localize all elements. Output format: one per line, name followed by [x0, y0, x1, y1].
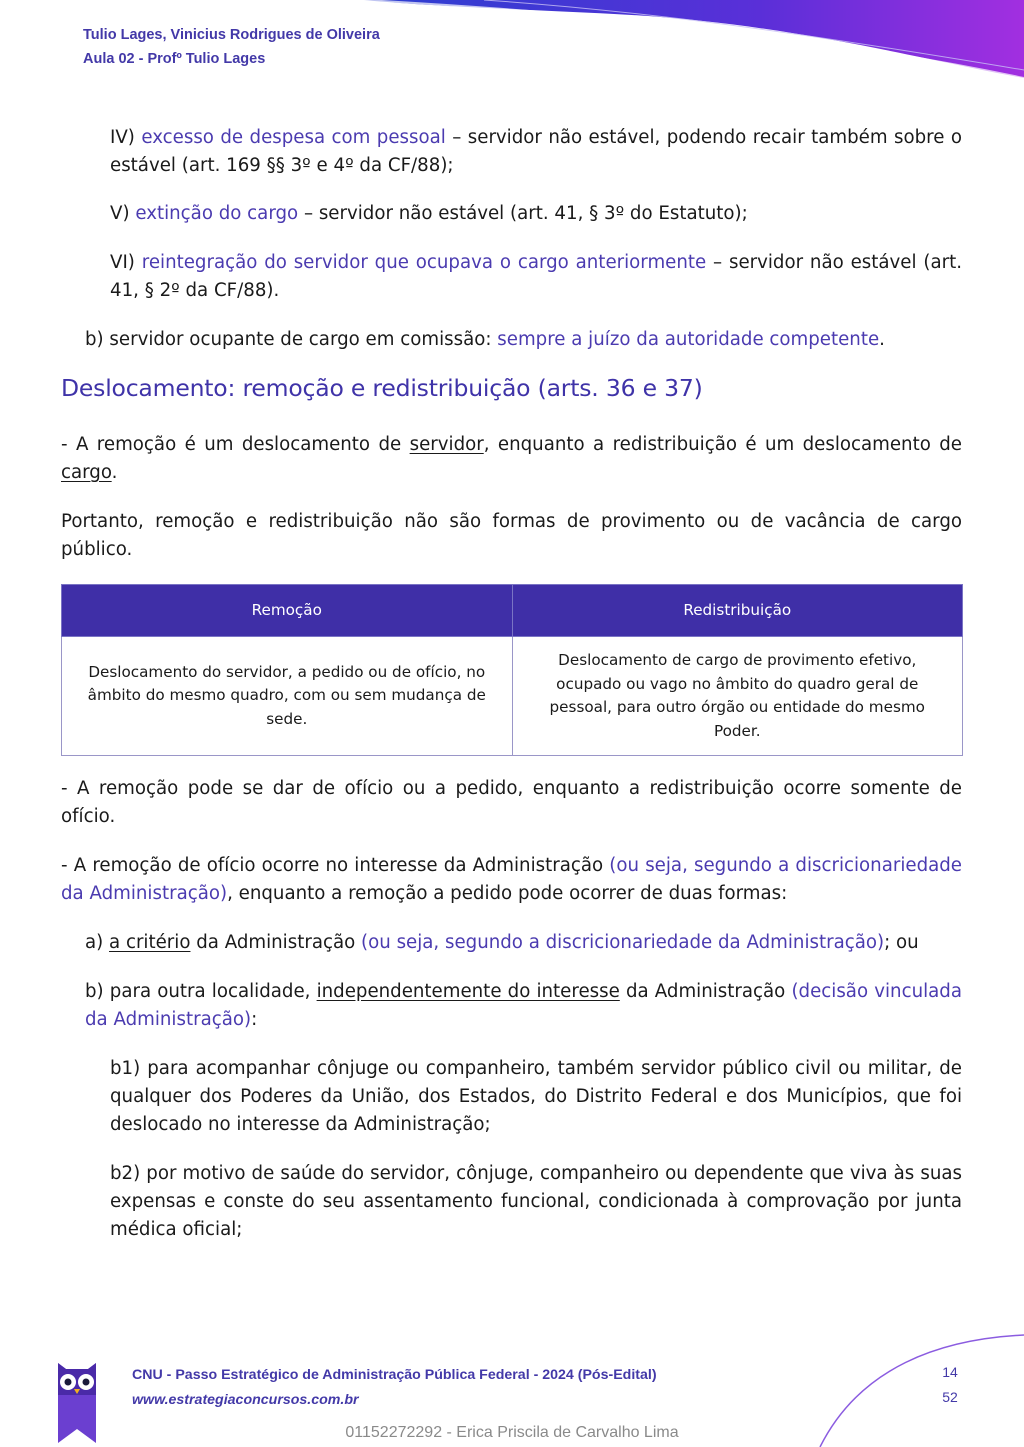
footer-website-link[interactable]: www.estrategiaconcursos.com.br: [132, 1392, 359, 1408]
item-a-criterio: a) a critério da Administração (ou seja, segundo a discricionariedade da Administração); ou: [85, 932, 919, 953]
header-authors: Tulio Lages, Vinicius Rodrigues de Oliveira: [83, 27, 380, 43]
footer-course-title: CNU - Passo Estratégico de Administração Pública Federal - 2024 (Pós-Edital): [132, 1367, 657, 1383]
paragraph-removal-definition: - A remoção é um deslocamento de servidor, enquanto a redistribuição é um deslocamento de cargo.: [61, 434, 962, 483]
table-header-remocao: Remoção: [62, 585, 513, 637]
item-vi: VI) reintegração do servidor que ocupava o cargo anteriormente – servidor não estável (art. 41, § 2º da CF/88).: [110, 252, 962, 301]
header-wave-decoration: [364, 0, 1024, 80]
item-v: V) extinção do cargo – servidor não estável (art. 41, § 3º do Estatuto);: [110, 203, 748, 224]
item-b2: b2) por motivo de saúde do servidor, cônjuge, companheiro ou dependente que viva às suas expensas e conste do seu assentamento funcional, condicionada à comprovação por junta médica oficial;: [110, 1163, 962, 1240]
comparison-table: [61, 584, 963, 756]
paragraph-two-forms: - A remoção de ofício ocorre no interesse da Administração (ou seja, segundo a discricionariedade da Administração), enquanto a remoção a pedido pode ocorrer de duas formas:: [61, 855, 962, 904]
header-lesson: Aula 02 - Profº Tulio Lages: [83, 51, 266, 67]
item-b1: b1) para acompanhar cônjuge ou companheiro, também servidor público civil ou militar, de qualquer dos Poderes da União, dos Estados, do Distrito Federal e dos Municípios, que foi deslocado no interesse da Administração;: [110, 1058, 962, 1135]
table-cell-redistribuicao: Deslocamento de cargo de provimento efetivo, ocupado ou vago no âmbito do quadro geral de pessoal, para outro órgão ou entidade do mesmo Poder.: [512, 637, 963, 756]
item-b-outra-localidade: b) para outra localidade, independentemente do interesse da Administração (decisão vinculada da Administração):: [85, 981, 962, 1030]
item-iv: IV) excesso de despesa com pessoal – servidor não estável, podendo recair também sobre o estável (art. 169 §§ 3º e 4º da CF/88);: [110, 127, 962, 176]
watermark: 01152272292 - Erica Priscila de Carvalho Lima: [345, 1424, 679, 1441]
page-number: 14: [942, 1364, 958, 1380]
table-cell-remocao: Deslocamento do servidor, a pedido ou de ofício, no âmbito do mesmo quadro, com ou sem mudança de sede.: [62, 637, 513, 756]
item-b-commission: b) servidor ocupante de cargo em comissão: sempre a juízo da autoridade competente.: [85, 329, 885, 350]
table-header-redistribuicao: Redistribuição: [512, 585, 963, 637]
section-title: Deslocamento: remoção e redistribuição (arts. 36 e 37): [61, 374, 703, 402]
page-total: 52: [942, 1389, 958, 1405]
paragraph-not-provision: Portanto, remoção e redistribuição não são formas de provimento ou de vacância de cargo público.: [61, 511, 962, 560]
paragraph-ex-officio: - A remoção pode se dar de ofício ou a pedido, enquanto a redistribuição ocorre somente de ofício.: [61, 778, 962, 827]
